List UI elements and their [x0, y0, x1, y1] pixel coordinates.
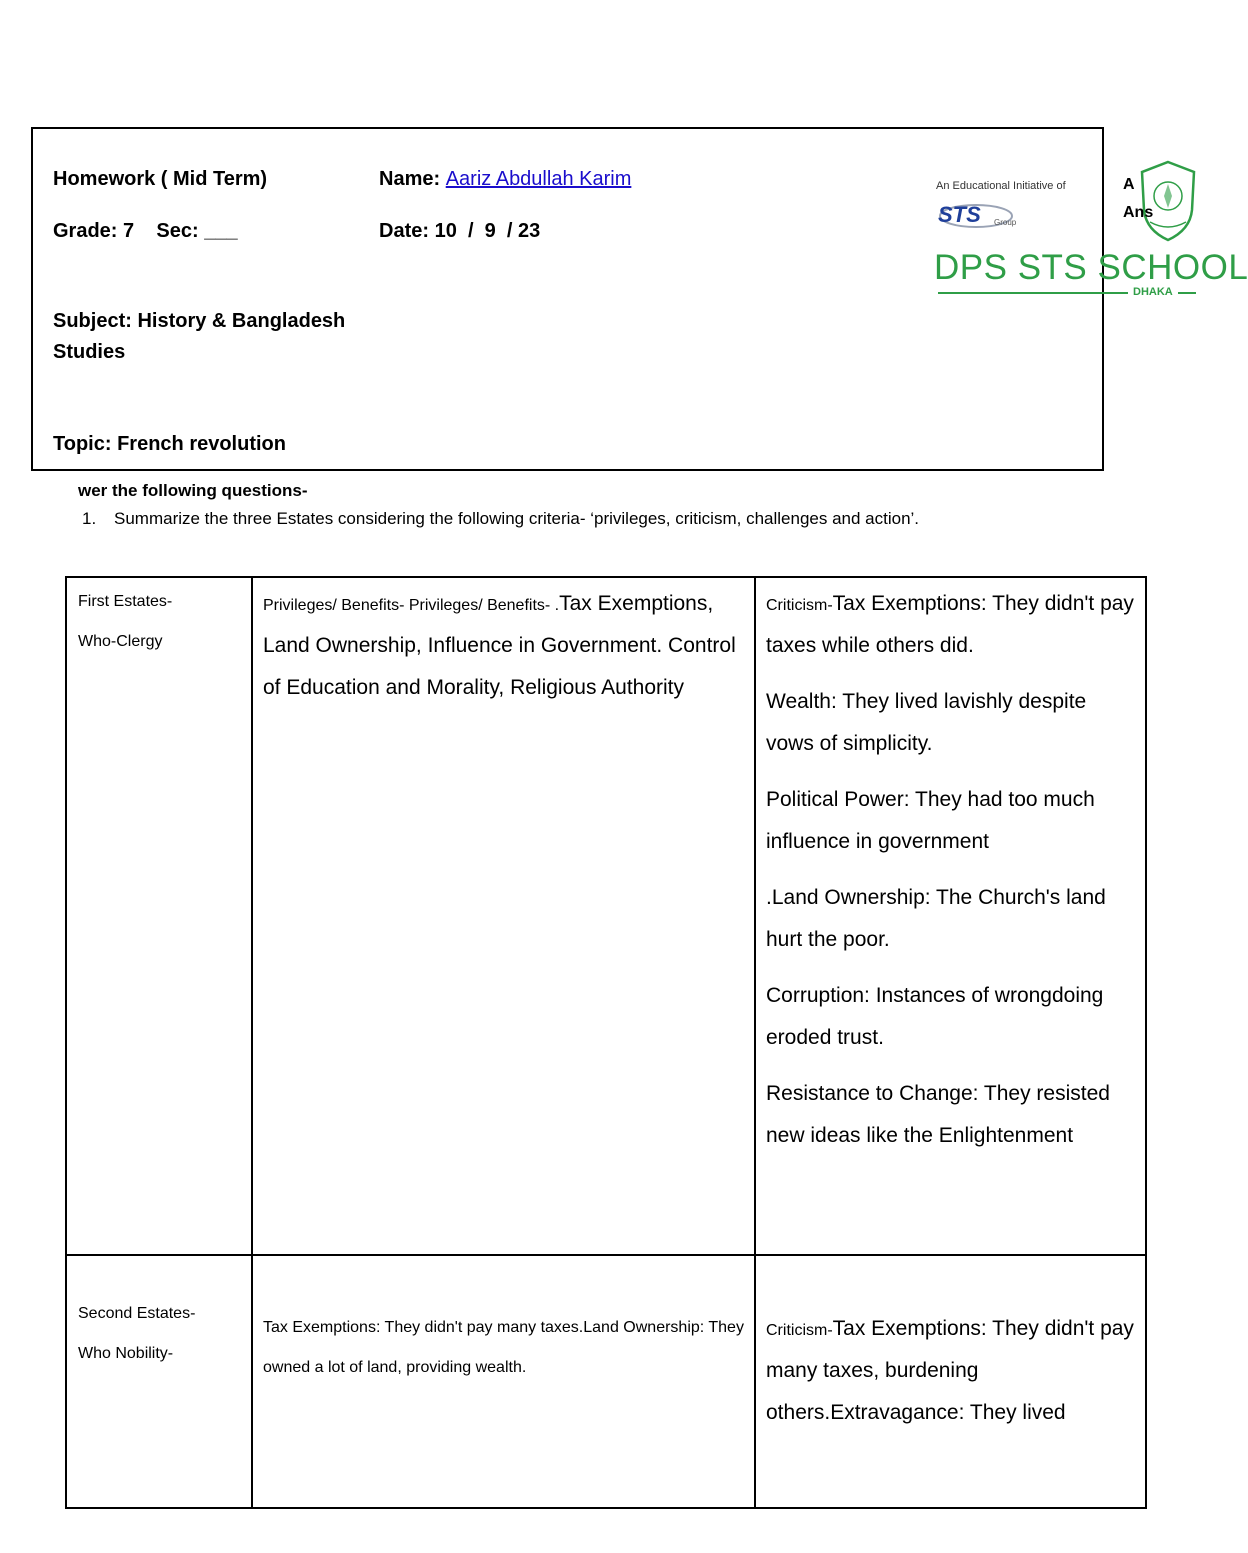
criticism-item: Political Power: They had too much influence in government	[766, 788, 1095, 853]
table-row	[66, 1255, 1146, 1508]
privileges-text: Tax Exemptions, Land Ownership, Influence in Government. Control of Education and Morality, Religious Authority	[263, 592, 736, 699]
estate-cell	[66, 577, 252, 1255]
subject-line-1: Subject: History & Bangladesh	[53, 310, 346, 332]
estate-cell	[66, 1255, 252, 1508]
sts-logo-text: STS	[938, 202, 981, 227]
criticism-item: Tax Exemptions: They didn't pay taxes while others did.	[766, 592, 1134, 657]
school-city: DHAKA	[1133, 286, 1173, 298]
name-line	[379, 168, 631, 191]
estates-table	[65, 576, 1147, 1509]
criticism-item: Resistance to Change: They resisted new ideas like the Enlightenment	[766, 1082, 1110, 1147]
estate-who: Who Nobility-	[78, 1345, 174, 1362]
crest-overlap-text-1: A	[1123, 176, 1135, 193]
grade-sec-line	[53, 220, 238, 243]
topic-line	[53, 433, 286, 456]
homework-title: Homework ( Mid Term)	[53, 168, 268, 190]
criticism-item: .Land Ownership: The Church's land hurt the poor.	[766, 886, 1106, 951]
topic-label: Topic:	[53, 433, 112, 455]
question-1	[82, 509, 919, 529]
criticism-item: Corruption: Instances of wrongdoing eroded trust.	[766, 984, 1104, 1049]
sts-logo-icon	[936, 198, 1026, 237]
sec-value: ___	[204, 220, 238, 242]
name-label: Name:	[379, 168, 441, 190]
school-name-underline	[938, 292, 1128, 294]
logo-tagline: An Educational Initiative of	[936, 180, 1066, 192]
criticism-item: Wealth: They lived lavishly despite vows of simplicity.	[766, 690, 1087, 755]
grade-label: Grade:	[53, 220, 118, 242]
estate-name: First Estates-	[78, 593, 173, 610]
criticism-prefix: Criticism-	[766, 1322, 833, 1339]
subject-line-2: Studies	[53, 341, 126, 363]
estate-name: Second Estates-	[78, 1305, 196, 1322]
criticism-cell	[755, 577, 1146, 1255]
date-value: 10 / 9 / 23	[434, 220, 541, 242]
privileges-cell	[252, 577, 755, 1255]
question-1-number: 1.	[82, 509, 97, 528]
criticism-cell	[755, 1255, 1146, 1508]
date-line	[379, 220, 540, 243]
school-name: DPS STS SCHOOL	[934, 248, 1248, 287]
school-name-underline-right	[1178, 292, 1196, 294]
table-row	[66, 577, 1146, 1255]
topic-value: French revolution	[117, 433, 286, 455]
sec-label: Sec:	[156, 220, 199, 242]
grade-value: 7	[123, 220, 135, 242]
criticism-item: Tax Exemptions: They didn't pay many taxes, burdening others.Extravagance: They lived	[766, 1317, 1134, 1424]
criticism-prefix: Criticism-	[766, 597, 833, 614]
crest-overlap-text-2: Ans	[1123, 204, 1154, 221]
privileges-cell	[252, 1255, 755, 1508]
instructions-title: wer the following questions-	[78, 481, 308, 500]
estate-who: Who-Clergy	[78, 633, 163, 650]
privileges-text: Tax Exemptions: They didn't pay many taxes.Land Ownership: They owned a lot of land, providing wealth.	[263, 1319, 744, 1376]
date-label: Date:	[379, 220, 430, 242]
sts-group-text: Group	[994, 218, 1017, 227]
student-name-link[interactable]: Aariz Abdullah Karim	[445, 168, 632, 190]
question-1-text: Summarize the three Estates considering the following criteria- ‘privileges, criticism, challenges and action’.	[114, 509, 920, 528]
privileges-prefix: Privileges/ Benefits- Privileges/ Benefits- .	[263, 597, 560, 614]
